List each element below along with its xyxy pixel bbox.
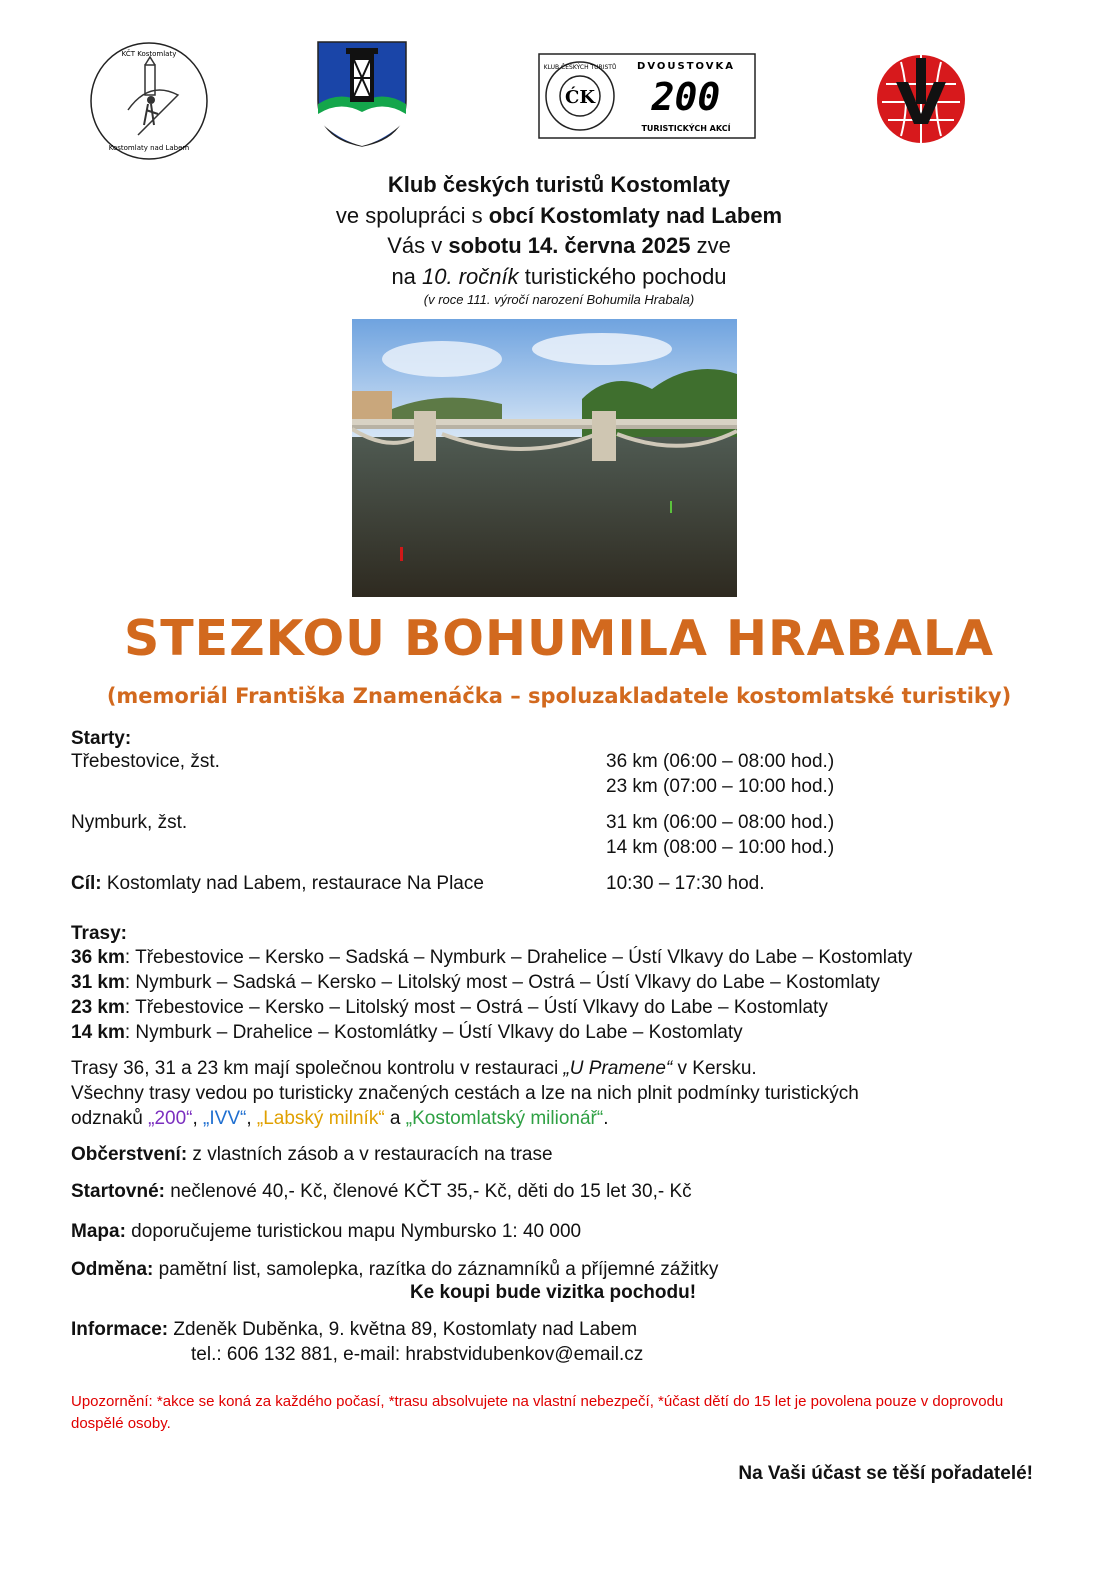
ivv-text: IVV bbox=[916, 148, 926, 154]
event-subtitle: (memoriál Františka Znamenáčka – spoluzakladatele kostomlatské turistiky) bbox=[106, 684, 1012, 708]
start-nymburk-time-14: 14 km (08:00 – 10:00 hod.) bbox=[606, 837, 835, 858]
start-trebestovice-time-36: 36 km (06:00 – 08:00 hod.) bbox=[606, 751, 835, 772]
control-note: Trasy 36, 31 a 23 km mají společnou kontrolu v restauraci „U Pramene“ v Kersku. bbox=[71, 1058, 757, 1079]
start-trebestovice: Třebestovice, žst. bbox=[71, 751, 220, 772]
svg-text:ĆK: ĆK bbox=[565, 87, 595, 108]
header-club-name: Klub českých turistů Kostomlaty bbox=[387, 172, 731, 197]
badges-note: odznaků „200“, „IVV“, „Labský milník“ a „Kostomlatský milionář“. bbox=[71, 1108, 609, 1129]
kct-logo-text-top: KČT Kostomlaty bbox=[121, 50, 177, 58]
bridge-photo bbox=[352, 319, 737, 597]
route-14: 14 km: Nymburk – Drahelice – Kostomlátky – Ústí Vlkavy do Labe – Kostomlaty bbox=[71, 1022, 743, 1043]
entry-fee: Startovné: nečlenové 40,- Kč, členové KČT 35,- Kč, děti do 15 let 30,- Kč bbox=[71, 1181, 692, 1202]
routes-marked-note: Všechny trasy vedou po turisticky značených cestách a lze na nich plnit podmínky turistických bbox=[71, 1083, 859, 1104]
kct-kostomlaty-logo bbox=[88, 40, 210, 162]
contact-info: Informace: Zdeněk Duběnka, 9. května 89, Kostomlaty nad Labem bbox=[71, 1319, 638, 1340]
warning-note: Upozornění: *akce se koná za každého počasí, *trasu absolvujete na vlastní nebezpečí, *účast dětí do 15 let je povolena pouze v doprovodu dospělé osoby. bbox=[71, 1393, 1004, 1432]
kct-logo-text-bottom: Kostomlaty nad Labem bbox=[108, 144, 190, 152]
vizitka-note: Ke koupi bude vizitka pochodu! bbox=[409, 1282, 697, 1303]
header-date: Vás v sobotu 14. června 2025 zve bbox=[387, 233, 731, 258]
route-23: 23 km: Třebestovice – Kersko – Litolský most – Ostrá – Ústí Vlkavy do Labe – Kostomlaty bbox=[71, 997, 828, 1018]
closing-message: Na Vaši účast se těší pořadatelé! bbox=[738, 1463, 1033, 1484]
finish-location: Cíl: Kostomlaty nad Labem, restaurace Na Place bbox=[71, 873, 484, 894]
dvoustovka-ring-text: KLUB ČESKÝCH TURISTŮ bbox=[543, 64, 617, 71]
header-anniversary: (v roce 111. výročí narození Bohumila Hrabala) bbox=[423, 292, 695, 307]
kostomlaty-coat-of-arms bbox=[316, 40, 408, 148]
reward: Odměna: pamětní list, samolepka, razítka do záznamníků a příjemné zážitky bbox=[71, 1259, 719, 1280]
start-nymburk-time-31: 31 km (06:00 – 08:00 hod.) bbox=[606, 812, 835, 833]
contact-phone-email: tel.: 606 132 881, e-mail: hrabstvidubenkov@email.cz bbox=[191, 1344, 644, 1365]
finish-time: 10:30 – 17:30 hod. bbox=[606, 873, 765, 894]
header-cooperation: ve spolupráci s obcí Kostomlaty nad Labem bbox=[335, 203, 783, 228]
ivv-logo bbox=[876, 44, 966, 154]
event-title: STEZKOU BOHUMILA HRABALA bbox=[123, 610, 995, 667]
dvoustovka-bottom-text: TURISTICKÝCH AKCÍ bbox=[641, 124, 731, 133]
starty-label: Starty: bbox=[71, 728, 132, 749]
map-recommendation: Mapa: doporučujeme turistickou mapu Nymbursko 1: 40 000 bbox=[71, 1221, 582, 1242]
route-31: 31 km: Nymburk – Sadská – Kersko – Litolský most – Ostrá – Ústí Vlkavy do Labe – Kostomlaty bbox=[71, 972, 880, 993]
trasy-label: Trasy: bbox=[71, 923, 127, 944]
start-nymburk: Nymburk, žst. bbox=[71, 812, 188, 833]
dvoustovka-top-text: DVOUSTOVKA bbox=[637, 61, 735, 72]
dvoustovka-number: 200 bbox=[651, 75, 721, 119]
refreshments: Občerstvení: z vlastních zásob a v restauracích na trase bbox=[71, 1144, 553, 1165]
dvoustovka-200-logo bbox=[538, 53, 756, 139]
header-edition: na 10. ročník turistického pochodu bbox=[391, 264, 727, 289]
start-trebestovice-time-23: 23 km (07:00 – 10:00 hod.) bbox=[606, 776, 835, 797]
route-36: 36 km: Třebestovice – Kersko – Sadská – Nymburk – Drahelice – Ústí Vlkavy do Labe – Kostomlaty bbox=[71, 947, 913, 968]
